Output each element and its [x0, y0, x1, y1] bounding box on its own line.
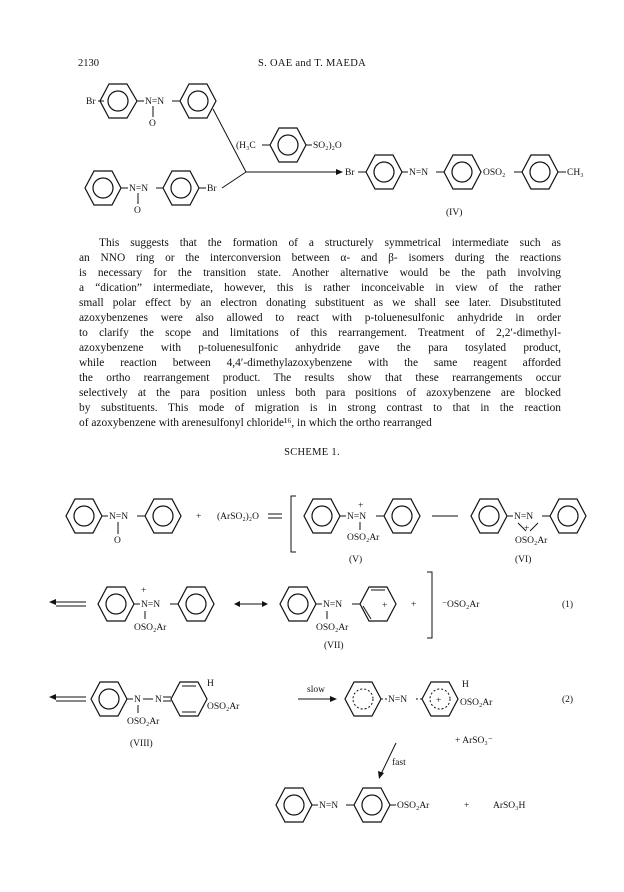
row2-plus-3: + [411, 600, 417, 610]
reactant2-oxide: O [134, 206, 141, 216]
reagent-tosyl-anhydride [236, 128, 342, 162]
label-iv: (IV) [446, 208, 463, 218]
page-number: 2130 [78, 58, 99, 69]
scheme1-row2 [49, 572, 573, 651]
slow-label: slow [307, 685, 325, 695]
reactant1-azo: N=N [145, 97, 165, 107]
scheme1-row1 [66, 496, 586, 565]
reagent-prefix: (H₃C [236, 141, 256, 151]
row3-byproduct: + ArSO₃⁻ [455, 736, 493, 746]
row3-ts-azo: N=N [388, 695, 408, 705]
row3-ts-h: H [462, 680, 469, 690]
row3-n2: N [155, 695, 162, 705]
body-line: of azoxybenzene with arenesulfonyl chloride¹⁶, in which the ortho rearranged [79, 417, 432, 429]
scheme-title: SCHEME 1. [284, 447, 340, 458]
product-iv [345, 155, 584, 218]
body-line: the ortho rearrangement product. The results show that these rearrangements occur [79, 372, 561, 384]
row4-acid: ArSO₃H [493, 801, 526, 811]
row1-azo: N=N [109, 512, 129, 522]
reactant1-oxide: O [149, 119, 156, 129]
reactant-bromo-azoxybenzene-2 [85, 171, 217, 216]
row3-group-n: OSO₂Ar [127, 717, 160, 727]
product-ch3: CH₃ [567, 168, 584, 178]
row1-vi-charge: + [524, 524, 530, 534]
reactant1-br: Br [86, 97, 96, 107]
row1-oxide: O [114, 536, 121, 546]
product-azo: N=N [409, 168, 429, 178]
row4-azo: N=N [319, 801, 339, 811]
body-line: small polar effect by an electron donating substituent as we shall see later. Disubstituted [79, 297, 561, 309]
row2-group-2: OSO₂Ar [316, 623, 349, 633]
reactant2-br: Br [207, 184, 217, 194]
label-v: (V) [349, 555, 363, 565]
equation-2-number: (2) [562, 695, 574, 705]
row1-vi-group: OSO₂Ar [515, 536, 548, 546]
body-line: This suggests that the formation of a structurely symmetrical intermediate such as [99, 237, 561, 249]
body-line: is necessary for the transition state. Another alternative would be the path involving [79, 267, 561, 279]
row2-group-1: OSO₂Ar [134, 623, 167, 633]
body-line: azoxybenzenes were also allowed to react with p-toluenesulfonic anhydride in order [79, 312, 561, 324]
row2-azo-2: N=N [323, 600, 343, 610]
body-line: an NNO ring or the interconversion between α- and β- isomers during the reactions [79, 252, 561, 264]
row3-ts-charge: + [436, 696, 442, 706]
reactant2-azo: N=N [129, 184, 149, 194]
product-link: OSO₂ [483, 168, 506, 178]
row2-azo-1: N=N [141, 600, 161, 610]
row4-plus: + [464, 801, 470, 811]
row3-ts-group: OSO₂Ar [460, 698, 493, 708]
body-line: selectively at the para position unless both para positions of azoxybenzene are blocked [79, 387, 561, 399]
body-line: by substituents. This mode of migration is in strong contrast to that in the reaction [79, 402, 561, 414]
row1-v-charge: + [358, 501, 364, 511]
fast-label: fast [392, 758, 406, 768]
row4-group: OSO₂Ar [397, 801, 430, 811]
row3-group-ring: OSO₂Ar [207, 702, 240, 712]
running-header-authors: S. OAE and T. MAEDA [258, 58, 366, 69]
row1-plus: + [196, 512, 202, 522]
label-vi: (VI) [515, 555, 532, 565]
equation-1-number: (1) [562, 600, 574, 610]
row3-h: H [207, 679, 214, 689]
label-vii: (VII) [324, 641, 344, 651]
row1-vi-azo: N=N [514, 512, 534, 522]
product-br: Br [345, 168, 355, 178]
reagent-suffix: SO₂)₂O [313, 141, 342, 151]
body-paragraph [79, 236, 561, 431]
body-line: a “dication” intermediate, however, this is rather inconceivable in view of the rather [79, 282, 561, 294]
body-line: to clarify the scope and limitations of this rearrangement. Treatment of 2,2′-dimethyl- [79, 327, 561, 339]
row2-charge-1: + [141, 586, 147, 596]
row1-anhydride: (ArSO₂)₂O [217, 512, 259, 522]
body-line: azoxybenzene with p-toluenesulfonic anhydride gave the para tosylated product, [79, 342, 561, 354]
converge-line-bottom [222, 172, 246, 188]
row2-charge-2: + [382, 601, 388, 611]
row3-n1: N [134, 695, 141, 705]
reactant-bromo-azoxybenzene-1 [86, 84, 216, 129]
row1-v-azo: N=N [347, 512, 367, 522]
row1-v-group: OSO₂Ar [347, 533, 380, 543]
body-line: while reaction between 4,4′-dimethylazoxybenzene with the same reagent afforded [79, 357, 561, 369]
row2-anion: ⁻OSO₂Ar [442, 600, 480, 610]
scheme1-row3 [49, 679, 573, 779]
scheme1-row4-product [276, 788, 525, 822]
label-viii: (VIII) [130, 739, 153, 749]
